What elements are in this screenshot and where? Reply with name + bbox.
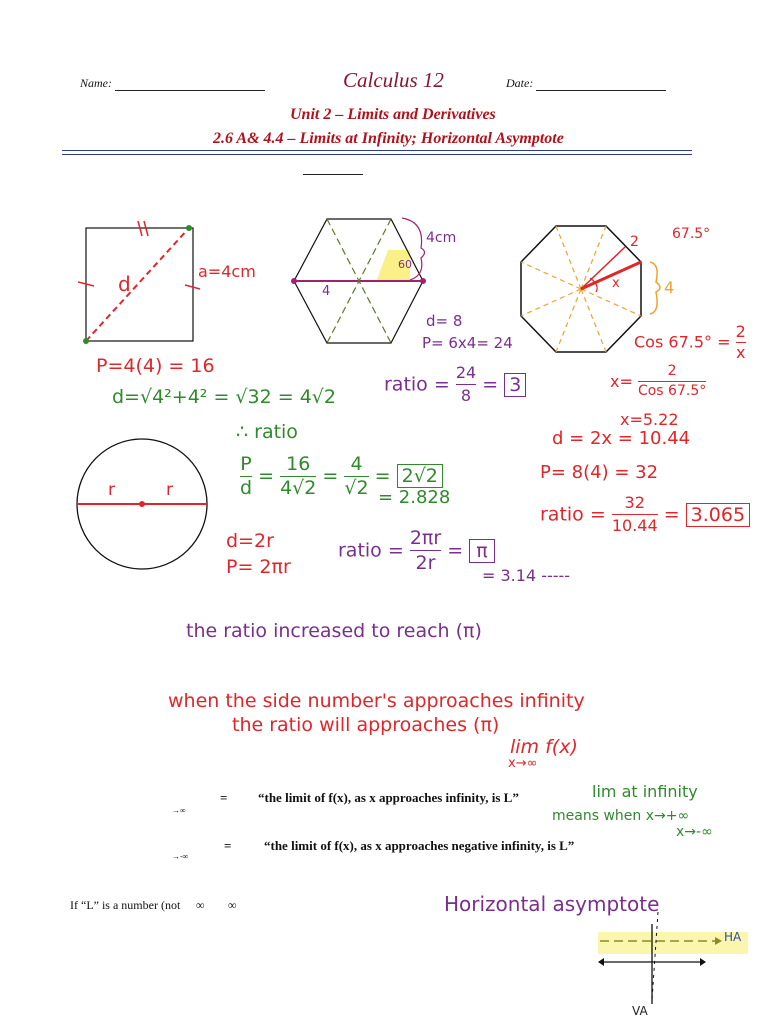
- note-lim-sub: x→∞: [508, 756, 538, 771]
- hexagon-boxed-answer: 3: [504, 373, 526, 397]
- note-lim-fx: lim f(x): [510, 736, 578, 758]
- circle-diameter: d=2r: [226, 530, 274, 552]
- date-label: Date:: [506, 76, 666, 91]
- def1-equals: =: [220, 790, 228, 805]
- octagon-half-label: 2: [630, 234, 639, 250]
- name-label: Name:: [80, 76, 265, 91]
- if-L-text: If “L” is a number (not: [70, 898, 181, 912]
- octagon-side-label: 4: [664, 278, 675, 297]
- square-decimal: = 2.828: [378, 487, 451, 508]
- octagon-x-label: x: [612, 276, 620, 291]
- def2-text: “the limit of f(x), as x approaches negative infinity, is L”: [264, 838, 575, 853]
- note-side-number: when the side number's approaches infinity: [168, 690, 585, 712]
- hexagon-perimeter: P= 6x4= 24: [422, 334, 513, 352]
- def1-text: “the limit of f(x), as x approaches infinity, is L”: [258, 790, 519, 805]
- circle-figure: [77, 439, 207, 569]
- circle-ratio: ratio = $\frac{2\pi r}{2r}$ = π: [338, 526, 495, 575]
- octagon-cos-equation: Cos 67.5° = $\frac{2}{x}$: [634, 322, 746, 362]
- note-means-neg: x→-∞: [676, 824, 713, 840]
- hexagon-inner-label: 4: [322, 284, 331, 299]
- octagon-x-value: x=5.22: [620, 410, 679, 429]
- va-label: VA: [632, 1004, 648, 1018]
- infinity-symbol-1: ∞: [196, 898, 205, 912]
- octagon-x-equation: x= 2 Cos 67.5°: [610, 363, 707, 399]
- asymptote-sketch: [598, 912, 748, 1004]
- note-lim-at-infinity: lim at infinity: [592, 782, 698, 801]
- square-side-label: a=4cm: [198, 262, 256, 281]
- circle-perimeter: P= 2πr: [226, 556, 291, 578]
- def1-subscript: →∞: [172, 806, 186, 815]
- hexagon-diameter: d= 8: [426, 312, 463, 330]
- square-boxed-answer: 2√2: [397, 464, 443, 488]
- circle-radius-left: r: [108, 480, 115, 500]
- course-title: Calculus 12: [343, 68, 444, 92]
- unit-title: Unit 2 – Limits and Derivatives: [290, 106, 496, 123]
- octagon-perimeter: P= 8(4) = 32: [540, 462, 659, 483]
- octagon-ratio: ratio = $\frac{32}{10.44}$ = 3.065: [540, 492, 750, 537]
- infinity-symbol-2: ∞: [228, 898, 237, 912]
- ha-label: HA: [724, 930, 742, 944]
- square-diagonal-label: d: [118, 272, 131, 296]
- circle-radius-right: r: [166, 480, 173, 500]
- square-figure: [78, 221, 200, 344]
- hexagon-angle-label: 60: [398, 258, 412, 271]
- note-ratio-approaches: the ratio will approaches (π): [232, 714, 500, 736]
- octagon-diameter: d = 2x = 10.44: [552, 428, 691, 449]
- hexagon-figure: [291, 218, 426, 343]
- def2-subscript: →-∞: [172, 852, 189, 861]
- section-title: 2.6 A& 4.4 – Limits at Infinity; Horizontal Asymptote: [213, 130, 564, 147]
- hexagon-ratio: ratio = $\frac{24}{8}$ = 3: [384, 362, 526, 407]
- def2-equals: =: [224, 838, 232, 853]
- octagon-boxed-answer: 3.065: [686, 503, 750, 527]
- octagon-angle-label: 67.5°: [672, 226, 711, 242]
- asymptote-title: Horizontal asymptote: [444, 892, 660, 916]
- note-ratio-increased: the ratio increased to reach (π): [186, 620, 482, 642]
- square-therefore: ∴ ratio: [236, 421, 298, 443]
- hexagon-side-label: 4cm: [426, 230, 457, 246]
- square-perimeter: P=4(4) = 16: [96, 355, 215, 377]
- circle-boxed-answer: π: [469, 539, 494, 563]
- square-ratio-fractions: $\frac{P}{d}$ = $\frac{16}{4√2}$ = $\frac{4}{√2}$ = 2√2: [240, 453, 443, 500]
- square-diagonal-calc: d=√4²+4² = √32 = 4√2: [112, 386, 336, 408]
- circle-decimal: = 3.14 -----: [482, 566, 571, 585]
- note-means-when: means when x→+∞: [552, 808, 690, 824]
